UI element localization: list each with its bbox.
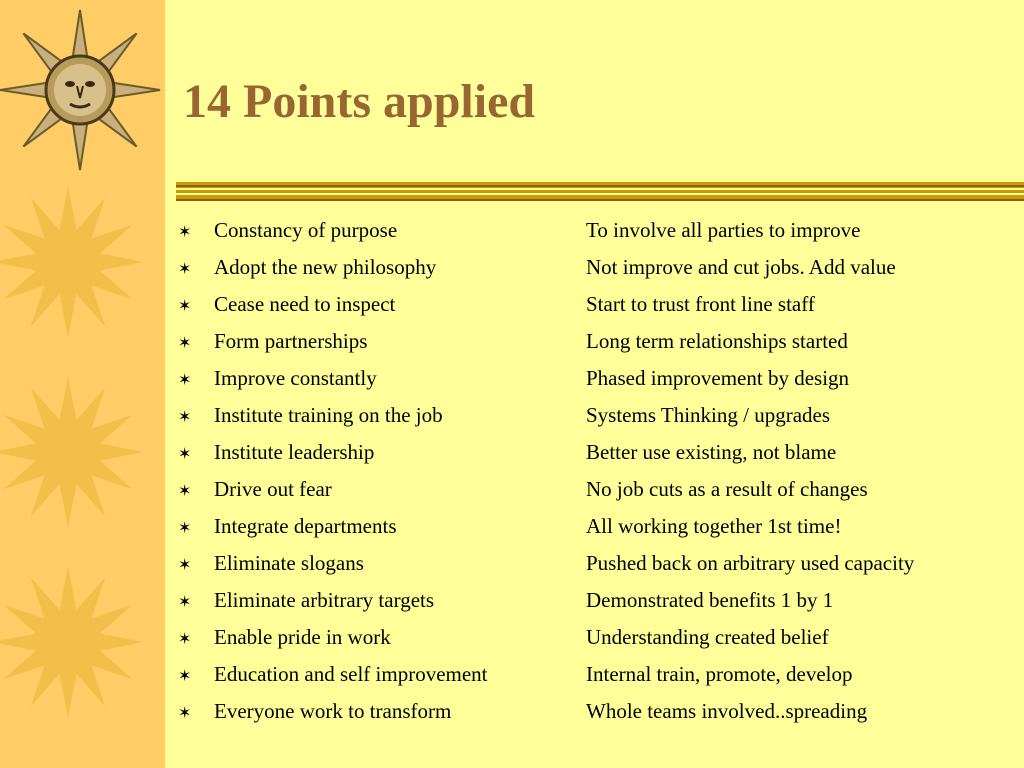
list-item	[178, 658, 1024, 695]
list-item	[178, 362, 1024, 399]
principle-text: Enable pride in work	[214, 625, 391, 649]
six-point-star-icon: ✶	[178, 224, 192, 241]
principle-text: Integrate departments	[214, 514, 397, 538]
application-text: Pushed back on arbitrary used capacity	[586, 551, 915, 575]
principle-text: Cease need to inspect	[214, 292, 396, 316]
principle-text: Improve constantly	[214, 366, 377, 390]
principle-text: Institute training on the job	[214, 403, 443, 427]
six-point-star-icon: ✶	[178, 520, 192, 537]
application-text: No job cuts as a result of changes	[586, 477, 868, 501]
list-item	[178, 288, 1024, 325]
principle-text: Drive out fear	[214, 477, 332, 501]
application-text: Demonstrated benefits 1 by 1	[586, 588, 834, 612]
sun-icon	[0, 377, 143, 527]
six-point-star-icon: ✶	[178, 668, 192, 685]
list-item	[178, 473, 1024, 510]
points-list	[178, 214, 1024, 732]
decorative-sidebar	[0, 0, 165, 768]
application-text: Internal train, promote, develop	[586, 662, 853, 686]
six-point-star-icon: ✶	[178, 298, 192, 315]
six-point-star-icon: ✶	[178, 446, 192, 463]
principle-text: Eliminate slogans	[214, 551, 364, 575]
page-title: 14 Points applied	[183, 75, 536, 128]
six-point-star-icon: ✶	[178, 372, 192, 389]
application-text: Phased improvement by design	[586, 366, 850, 390]
list-item	[178, 621, 1024, 658]
list-item	[178, 547, 1024, 584]
sun-face-medallion-icon	[0, 10, 160, 170]
six-point-star-icon: ✶	[178, 261, 192, 278]
application-text: All working together 1st time!	[586, 514, 842, 538]
six-point-star-icon: ✶	[178, 705, 192, 722]
application-text: Not improve and cut jobs. Add value	[586, 255, 896, 279]
sun-decorations	[0, 0, 165, 768]
principle-text: Form partnerships	[214, 329, 368, 353]
list-item	[178, 325, 1024, 362]
six-point-star-icon: ✶	[178, 631, 192, 648]
list-item	[178, 695, 1024, 732]
list-item	[178, 399, 1024, 436]
six-point-star-icon: ✶	[178, 557, 192, 574]
sun-icon	[0, 567, 143, 717]
application-text: Long term relationships started	[586, 329, 848, 353]
principle-text: Constancy of purpose	[214, 218, 398, 242]
principle-text: Education and self improvement	[214, 662, 488, 686]
principle-text: Eliminate arbitrary targets	[214, 588, 435, 612]
application-text: To involve all parties to improve	[586, 218, 861, 242]
six-point-star-icon: ✶	[178, 335, 192, 352]
principle-text: Institute leadership	[214, 440, 375, 464]
six-point-star-icon: ✶	[178, 594, 192, 611]
sun-icon	[0, 187, 143, 337]
list-item	[178, 251, 1024, 288]
list-item	[178, 214, 1024, 251]
application-text: Start to trust front line staff	[586, 292, 815, 316]
list-item	[178, 436, 1024, 473]
principle-text: Everyone work to transform	[214, 699, 452, 723]
application-text: Systems Thinking / upgrades	[586, 403, 831, 427]
principle-text: Adopt the new philosophy	[214, 255, 437, 279]
list-item	[178, 584, 1024, 621]
list-item	[178, 510, 1024, 547]
title-divider	[176, 180, 1024, 204]
six-point-star-icon: ✶	[178, 409, 192, 426]
application-text: Better use existing, not blame	[586, 440, 837, 464]
six-point-star-icon: ✶	[178, 483, 192, 500]
application-text: Whole teams involved..spreading	[586, 699, 868, 723]
application-text: Understanding created belief	[586, 625, 829, 649]
